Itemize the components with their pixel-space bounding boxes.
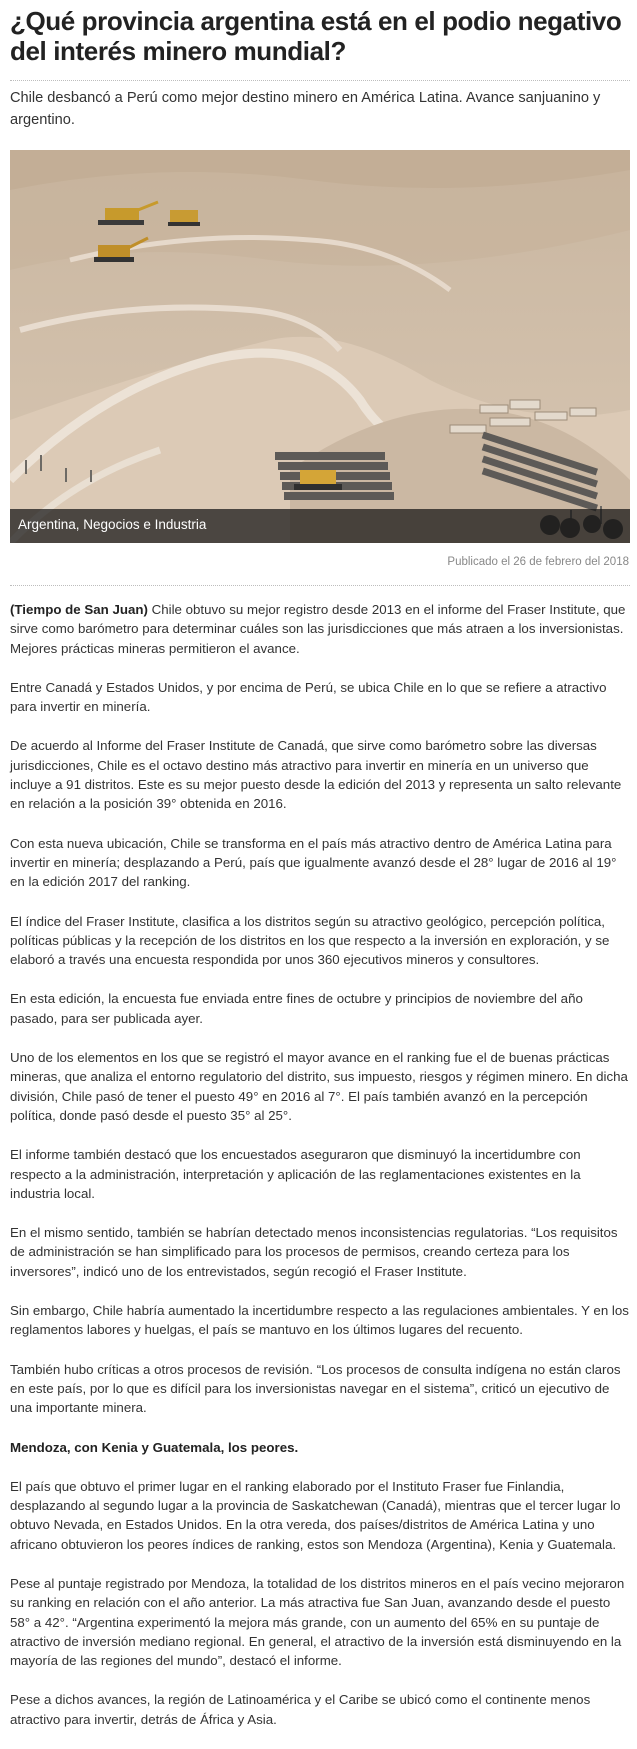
mining-site-image bbox=[10, 150, 630, 543]
paragraph: (Tiempo de San Juan) Chile obtuvo su mejor registro desde 2013 en el informe del Fraser Institute, que sirve como barómetro para determinar cuáles son las jurisdicciones que más atraen a los inversionistas. Mejores prácticas mineras permitieron el avance. bbox=[10, 602, 626, 656]
paragraph: Entre Canadá y Estados Unidos, y por encima de Perú, se ubica Chile en lo que se refiere a atractivo para invertir en minería. bbox=[10, 679, 607, 715]
article-title: ¿Qué provincia argentina está en el podio negativo del interés minero mundial? bbox=[10, 6, 622, 66]
paragraph: En esta edición, la encuesta fue enviada entre fines de octubre y principios de noviembre del año pasado, para ser publicada ayer. bbox=[10, 991, 583, 1026]
image-caption-bar bbox=[10, 509, 630, 543]
bulldozer-icon bbox=[294, 470, 342, 490]
article-subtitle: Chile desbancó a Perú como mejor destino minero en América Latina. Avance sanjuanino y argentino. bbox=[10, 90, 601, 128]
paragraph: También hubo críticas a otros procesos de revisión. “Los procesos de consulta indígena no están claros en este país, por lo que es difícil para los inversionistas navegar en el sistema”, criticó un ejecutivo de una importante minera. bbox=[10, 1361, 621, 1416]
paragraph: El país que obtuvo el primer lugar en el ranking elaborado por el Instituto Fraser fue Finlandia, desplazando al segundo lugar a la provincia de Saskatchewan (Canadá), mientras que el tercer lugar lo obtuvo Nevada, en Estados Unidos. En la otra vereda, dos países/distritos de América Latina y uno africano obtuvieron los peores índices de ranking, estos son Mendoza (Argentina), Kenia y Guatemala. bbox=[10, 1478, 621, 1552]
date-divider bbox=[10, 585, 630, 586]
published-date: Publicado el 26 de febrero del 2018 bbox=[447, 556, 629, 568]
paragraph: El informe también destacó que los encuestados aseguraron que disminuyó la incertidumbre con respecto a la administración, interpretación y aplicación de las reglamentaciones existentes en la industria local. bbox=[10, 1147, 581, 1201]
article-body bbox=[10, 600, 630, 1749]
paragraph: Uno de los elementos en los que se registró el mayor avance en el ranking fue el de buenas prácticas mineras, que analiza el entorno regulatorio del distrito, sus impuesto, riesgos y régimen minero. En dicha división, Chile pasó de tener el puesto 49° en 2016 al 7°. El país también avanzó en la percepción política, donde pasó desde el puesto 35° al 25°. bbox=[10, 1050, 628, 1123]
paragraph: Pese al puntaje registrado por Mendoza, la totalidad de los distritos mineros en el país vecino mejoraron su ranking en relación con el año anterior. La más atractiva fue San Juan, avanzando desde el puesto 58° a 42°. “Argentina experimentó la mejora más grande, con un aumento del 65% en su puntaje de atractivo de inversión mediano regional. En general, el atractivo de la inversión está disminuyendo en la mayoría de las regiones del mundo”, destacó el informe. bbox=[10, 1575, 625, 1669]
article-photo[interactable] bbox=[10, 150, 630, 543]
section-heading: Mendoza, con Kenia y Guatemala, los peores. bbox=[10, 1439, 299, 1455]
paragraph: Con esta nueva ubicación, Chile se transforma en el país más atractivo dentro de América Latina para invertir en minería; desplazando a Perú, país que igualmente avanzó desde el 28° lugar de 2016 al 19° en la edición 2017 del ranking. bbox=[10, 835, 617, 890]
source-lead: (Tiempo de San Juan) bbox=[10, 602, 148, 617]
article-header bbox=[10, 0, 630, 66]
paragraph: El índice del Fraser Institute, clasifica a los distritos según su atractivo geológico, percepción política, políticas públicas y la recepción de los distritos en los que respecto a la inversión en exploración, y se elaboró a través una encuesta respondida por unos 360 ejecutivos mineros y consultores. bbox=[10, 913, 610, 968]
title-divider bbox=[10, 80, 630, 81]
paragraph: En el mismo sentido, también se habrían detectado menos inconsistencias regulatorias. “Los requisitos de administración se han simplificado para los procesos de permisos, creando certeza para los inversores”, indicó uno de los entrevistados, según recogió el Fraser Institute. bbox=[10, 1225, 618, 1279]
paragraph: Sin embargo, Chile habría aumentado la incertidumbre respecto a las regulaciones ambientales. Y en los reglamentos labores y huelgas, el país se mantuvo en los últimos lugares del recuento. bbox=[10, 1303, 629, 1338]
paragraph: Pese a dichos avances, la región de Latinoamérica y el Caribe se ubicó como el continente menos atractivo para invertir, detrás de África y Asia. bbox=[10, 1692, 591, 1727]
image-caption[interactable]: Argentina, Negocios e Industria bbox=[18, 517, 207, 532]
paragraph: De acuerdo al Informe del Fraser Institute de Canadá, que sirve como barómetro sobre las diversas jurisdicciones, Chile es el octavo destino más atractivo para invertir en minería en un universo que incluye a 91 distritos. Este es su mejor puesto desde la edición del 2013 y representa un salto relevante en relación a la posición 39° obtenida en 2016. bbox=[10, 738, 622, 812]
truck-icon bbox=[168, 210, 200, 226]
